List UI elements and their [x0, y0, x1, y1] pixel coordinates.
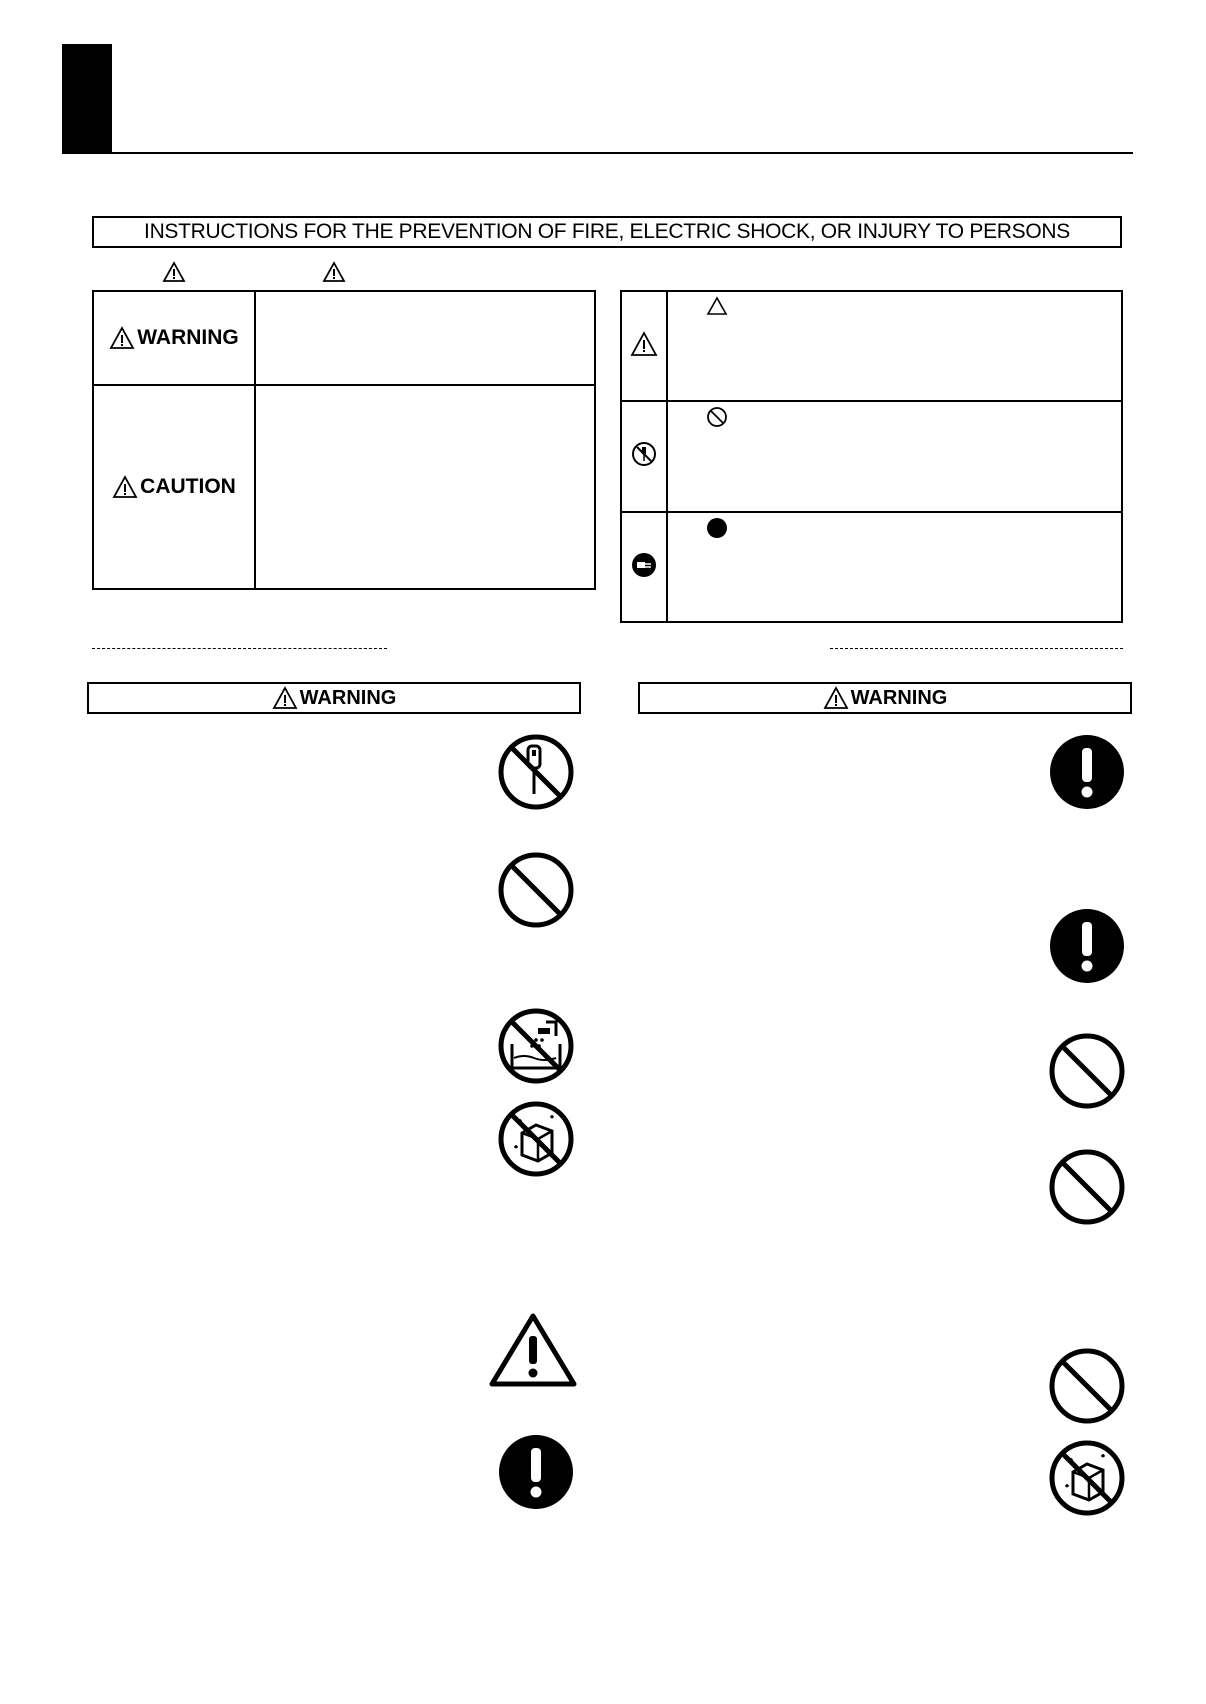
- no-water-icon: [496, 1006, 576, 1086]
- caution-label: CAUTION: [140, 475, 236, 498]
- caution-triangle-icon: [488, 1312, 578, 1388]
- left-warning-label: WARNING: [299, 686, 397, 709]
- left-warning-bar: [87, 682, 581, 714]
- warning-triangle-icon: [823, 686, 849, 710]
- no-disassembly-icon: [496, 732, 576, 812]
- right-warning-bar: [638, 682, 1132, 714]
- warning-triangle-icon: [109, 326, 135, 350]
- chapter-tab-block: [62, 44, 112, 154]
- header-rule: [62, 152, 1133, 154]
- instructions-banner: [92, 216, 1122, 248]
- signal-word-table: [92, 290, 596, 590]
- legend-text-cell: [667, 512, 1122, 622]
- dashed-divider-right: [830, 648, 1123, 649]
- warning-label: WARNING: [137, 326, 239, 349]
- triangle-outline-icon: [706, 296, 728, 316]
- warning-triangle-icon: [162, 261, 186, 283]
- legend-icon-cell: [621, 512, 667, 622]
- caution-triangle-icon: [322, 261, 346, 283]
- caution-triangle-icon: [630, 331, 658, 357]
- unplug-icon: [631, 552, 657, 578]
- right-warning-label: WARNING: [850, 686, 948, 709]
- caution-label-cell: [93, 385, 255, 589]
- legend-icon-cell: [621, 291, 667, 401]
- legend-text-cell: [667, 291, 1122, 401]
- symbol-legend-table: [620, 290, 1123, 623]
- warning-triangle-icon: [272, 686, 298, 710]
- banner-text: INSTRUCTIONS FOR THE PREVENTION OF FIRE, ELECTRIC SHOCK, OR INJURY TO PERSONS: [144, 220, 1070, 243]
- prohibited-icon: [1047, 1346, 1127, 1426]
- legend-text-cell: [667, 401, 1122, 512]
- mandatory-icon: [496, 1432, 576, 1512]
- caution-triangle-icon: [112, 475, 138, 499]
- no-disassembly-icon: [631, 441, 657, 467]
- warning-label-cell: [93, 291, 255, 385]
- filled-dot-icon: [706, 517, 728, 539]
- mandatory-icon: [1047, 906, 1127, 986]
- no-moisture-icon: [1047, 1438, 1127, 1518]
- prohibition-circle-icon: [706, 406, 728, 428]
- caution-description-cell: [255, 385, 595, 589]
- prohibited-icon: [1047, 1147, 1127, 1227]
- legend-icon-cell: [621, 401, 667, 512]
- prohibited-icon: [496, 850, 576, 930]
- mandatory-icon: [1047, 732, 1127, 812]
- prohibited-icon: [1047, 1031, 1127, 1111]
- no-moisture-icon: [496, 1099, 576, 1179]
- dashed-divider-left: [92, 648, 387, 649]
- warning-description-cell: [255, 291, 595, 385]
